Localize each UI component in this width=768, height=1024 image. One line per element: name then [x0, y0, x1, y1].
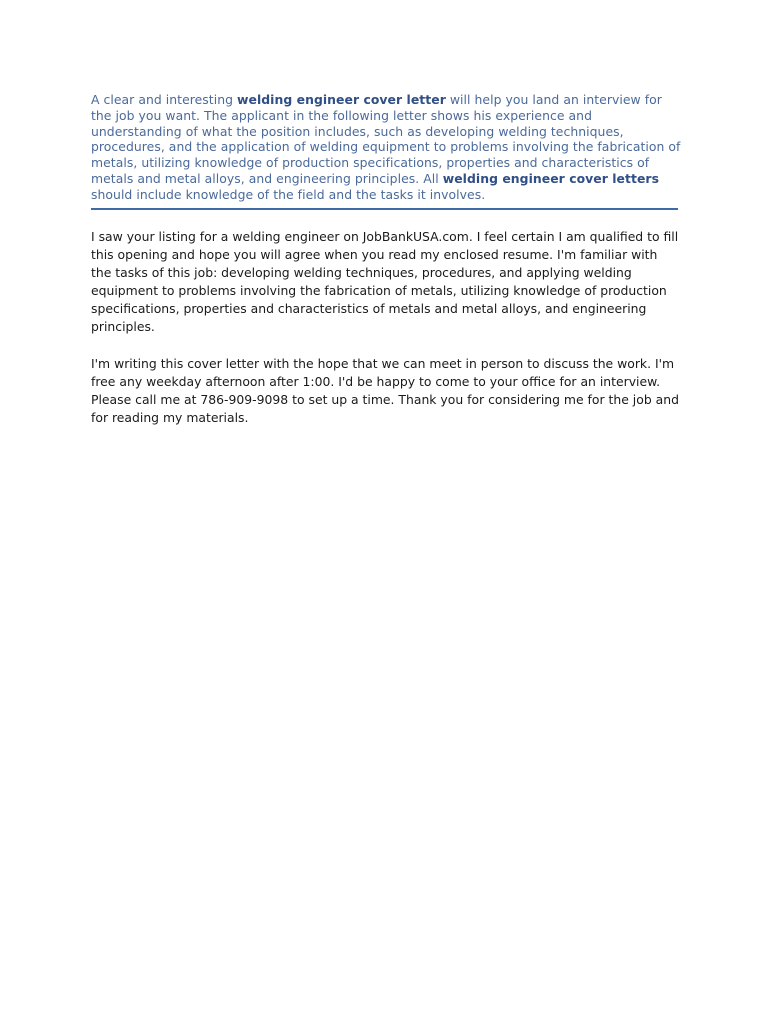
intro-keyword-2: welding engineer cover letters — [442, 170, 659, 186]
section-divider — [91, 208, 678, 210]
intro-text-2: will help you land an interview for the job you want. The applicant in the following letter shows his experience and understanding of what the position includes, such as developing welding techniques, procedures, and the application of welding equipment to problems involving the fabrication of metals, utilizing knowledge of production specifications, properties and characteristics of metals and metal alloys, and engineering principles. All — [91, 92, 681, 186]
intro-text-3: should include knowledge of the field and the tasks it involves. — [91, 186, 486, 202]
intro-text-1: A clear and interesting — [91, 92, 238, 107]
intro-paragraph — [91, 92, 681, 203]
intro-keyword-1: welding engineer cover letter — [237, 92, 446, 107]
letter-paragraph-2: I'm writing this cover letter with the hope that we can meet in person to discuss the work. I'm free any weekday afternoon after 1:00. I'd be happy to come to your office for an interview. Please call me at 786-909-9098 to set up a time. Thank you for considering me for the job and for reading my materials. — [91, 356, 679, 425]
letter-paragraph-1: I saw your listing for a welding engineer on JobBankUSA.com. I feel certain I am qualified to fill this opening and hope you will agree when you read my enclosed resume. I'm familiar with the tasks of this job: developing welding techniques, procedures, and applying welding equipment to problems involving the fabrication of metals, utilizing knowledge of production specifications, properties and characteristics of metals and metal alloys, and engineering principles. — [91, 229, 679, 334]
